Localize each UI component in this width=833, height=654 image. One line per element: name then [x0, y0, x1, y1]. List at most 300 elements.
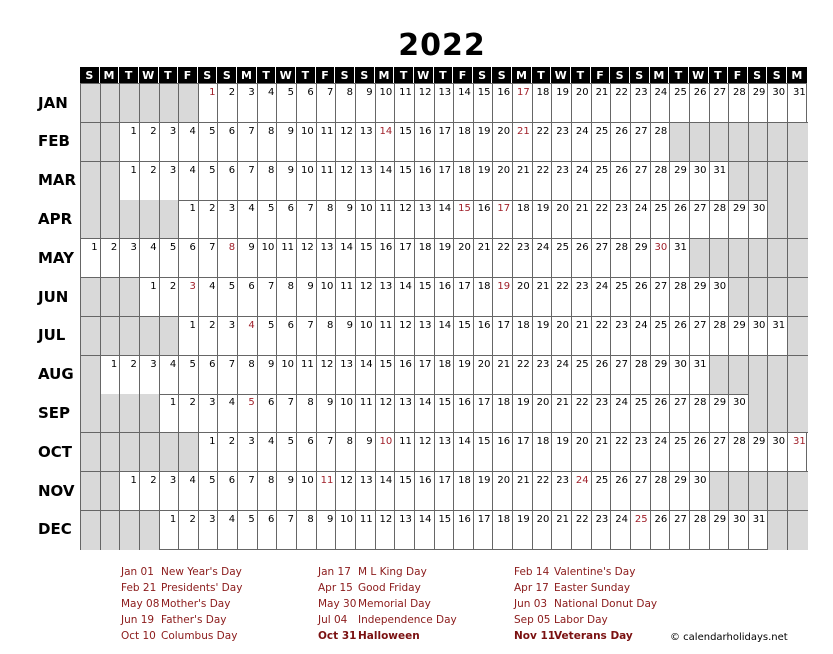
day-cell: 3 [238, 433, 258, 472]
day-cell: 10 [336, 511, 356, 550]
day-cell: 15 [395, 162, 415, 201]
empty-cell [768, 123, 788, 162]
month-row [81, 472, 808, 511]
day-cell: 20 [572, 433, 592, 472]
day-cell: 3 [218, 200, 238, 239]
day-cell: 10 [258, 239, 278, 278]
day-cell: 17 [493, 317, 513, 356]
day-cell: 7 [258, 278, 278, 317]
month-label: DEC [38, 520, 72, 539]
day-cell: 26 [592, 356, 612, 395]
day-cell: 15 [356, 239, 376, 278]
weekday-header-cell: T [434, 67, 454, 83]
day-cell: 27 [710, 433, 730, 472]
day-cell: 11 [317, 162, 337, 201]
day-cell: 23 [533, 356, 553, 395]
day-cell: 1 [140, 278, 160, 317]
day-cell: 5 [199, 472, 219, 511]
holiday-date: Nov 11 [514, 630, 556, 642]
day-cell: 4 [160, 356, 180, 395]
day-cell: 6 [277, 317, 297, 356]
day-cell: 21 [572, 317, 592, 356]
day-cell: 6 [218, 472, 238, 511]
day-cell: 8 [238, 356, 258, 395]
day-cell: 20 [493, 123, 513, 162]
day-cell: 30 [768, 84, 788, 123]
day-cell: 2 [140, 162, 160, 201]
day-cell: 26 [611, 472, 631, 511]
day-cell: 18 [454, 472, 474, 511]
holiday-name: Good Friday [358, 582, 421, 594]
day-cell: 1 [179, 200, 199, 239]
day-cell: 28 [710, 317, 730, 356]
day-cell: 12 [297, 239, 317, 278]
day-cell: 15 [376, 356, 396, 395]
day-cell: 27 [611, 356, 631, 395]
day-cell: 2 [140, 123, 160, 162]
day-cell: 30 [729, 394, 749, 433]
day-cell: 16 [435, 278, 455, 317]
day-cell: 3 [160, 123, 180, 162]
day-cell: 17 [395, 239, 415, 278]
day-cell: 7 [238, 162, 258, 201]
day-cell: 24 [611, 394, 631, 433]
month-label: NOV [38, 481, 75, 500]
day-cell: 16 [493, 433, 513, 472]
day-cell: 25 [651, 200, 671, 239]
holiday-date: Feb 21 [121, 582, 157, 594]
day-cell: 4 [258, 433, 278, 472]
day-cell: 6 [218, 162, 238, 201]
empty-cell [120, 433, 140, 472]
day-cell: 3 [140, 356, 160, 395]
holiday-item [318, 582, 457, 598]
empty-cell [729, 278, 749, 317]
day-cell: 9 [356, 433, 376, 472]
day-cell: 22 [592, 200, 612, 239]
day-cell: 2 [199, 317, 219, 356]
weekday-header-cell: T [394, 67, 414, 83]
day-cell: 27 [690, 317, 710, 356]
day-cell: 28 [710, 200, 730, 239]
holiday-name: Veterans Day [554, 630, 633, 642]
weekday-header-cell: F [591, 67, 611, 83]
holiday-date: Jan 01 [121, 566, 154, 578]
day-cell: 22 [611, 433, 631, 472]
empty-cell [710, 239, 730, 278]
day-cell: 4 [218, 511, 238, 550]
day-cell: 12 [376, 511, 396, 550]
day-cell: 25 [592, 162, 612, 201]
day-cell: 25 [552, 239, 572, 278]
day-cell: 14 [435, 200, 455, 239]
month-row [81, 394, 808, 433]
day-cell: 10 [277, 356, 297, 395]
day-cell: 13 [395, 511, 415, 550]
day-cell: 25 [611, 278, 631, 317]
day-cell: 17 [474, 511, 494, 550]
weekday-header-cell: S [492, 67, 512, 83]
holiday-item [514, 566, 657, 582]
day-cell: 7 [277, 394, 297, 433]
day-cell: 28 [651, 472, 671, 511]
day-cell: 16 [415, 162, 435, 201]
day-cell: 7 [297, 317, 317, 356]
weekday-header-cell: M [100, 67, 120, 83]
day-cell: 8 [258, 162, 278, 201]
day-cell: 14 [376, 472, 396, 511]
day-cell: 17 [435, 123, 455, 162]
day-cell: 20 [474, 356, 494, 395]
day-cell: 13 [317, 239, 337, 278]
holiday-item [514, 582, 657, 598]
day-cell: 13 [376, 278, 396, 317]
day-cell: 5 [160, 239, 180, 278]
empty-cell [140, 317, 160, 356]
day-cell: 15 [474, 84, 494, 123]
day-cell: 28 [651, 162, 671, 201]
day-cell: 19 [454, 356, 474, 395]
month-label: MAY [38, 248, 74, 267]
day-cell: 25 [592, 123, 612, 162]
empty-cell [768, 511, 788, 550]
weekday-header-row [80, 67, 807, 83]
day-cell: 22 [592, 317, 612, 356]
day-cell: 1 [101, 356, 121, 395]
day-cell: 3 [218, 317, 238, 356]
empty-cell [788, 394, 808, 433]
holiday-name: Valentine's Day [554, 566, 636, 578]
day-cell: 17 [513, 84, 533, 123]
day-cell: 4 [218, 394, 238, 433]
day-cell: 24 [572, 162, 592, 201]
day-cell: 6 [258, 394, 278, 433]
day-cell: 28 [631, 356, 651, 395]
day-cell: 11 [376, 200, 396, 239]
day-cell: 10 [336, 394, 356, 433]
month-label: JUN [38, 287, 69, 306]
empty-cell [120, 317, 140, 356]
day-cell: 25 [631, 511, 651, 550]
day-cell: 2 [218, 433, 238, 472]
day-cell: 12 [336, 162, 356, 201]
day-cell: 6 [238, 278, 258, 317]
day-cell: 12 [356, 278, 376, 317]
day-cell: 9 [277, 472, 297, 511]
day-cell: 29 [710, 511, 730, 550]
day-cell: 16 [454, 394, 474, 433]
empty-cell [768, 239, 788, 278]
day-cell: 1 [179, 317, 199, 356]
day-cell: 7 [199, 239, 219, 278]
day-cell: 24 [651, 84, 671, 123]
day-cell: 10 [297, 162, 317, 201]
day-cell: 23 [552, 123, 572, 162]
day-cell: 10 [356, 200, 376, 239]
month-row [81, 511, 808, 550]
day-cell: 20 [552, 317, 572, 356]
empty-cell [101, 511, 121, 550]
day-cell: 20 [513, 278, 533, 317]
day-cell: 20 [454, 239, 474, 278]
day-cell: 5 [199, 162, 219, 201]
empty-cell [788, 162, 808, 201]
month-label: MAR [38, 171, 77, 190]
day-cell: 3 [179, 278, 199, 317]
day-cell: 6 [277, 200, 297, 239]
day-cell: 16 [395, 356, 415, 395]
day-cell: 12 [415, 84, 435, 123]
day-cell: 5 [277, 84, 297, 123]
day-cell: 14 [415, 394, 435, 433]
holiday-name: Father's Day [161, 614, 227, 626]
day-cell: 15 [415, 278, 435, 317]
day-cell: 2 [218, 84, 238, 123]
holiday-item [318, 630, 457, 646]
day-cell: 19 [474, 162, 494, 201]
month-label: OCT [38, 442, 72, 461]
month-row [81, 356, 808, 395]
day-cell: 8 [218, 239, 238, 278]
day-cell: 26 [631, 278, 651, 317]
day-cell: 17 [513, 433, 533, 472]
day-cell: 5 [258, 317, 278, 356]
empty-cell [788, 511, 808, 550]
calendar-year-title: 2022 [398, 28, 486, 63]
day-cell: 11 [336, 278, 356, 317]
day-cell: 13 [415, 317, 435, 356]
day-cell: 31 [749, 511, 769, 550]
day-cell: 14 [356, 356, 376, 395]
empty-cell [101, 84, 121, 123]
day-cell: 2 [199, 200, 219, 239]
day-cell: 21 [592, 433, 612, 472]
weekday-header-cell: T [257, 67, 277, 83]
day-cell: 29 [670, 162, 690, 201]
day-cell: 6 [297, 433, 317, 472]
day-cell: 9 [277, 123, 297, 162]
day-cell: 25 [651, 317, 671, 356]
holiday-date: Jun 03 [514, 598, 548, 610]
empty-cell [788, 472, 808, 511]
day-cell: 4 [238, 317, 258, 356]
month-label: JAN [38, 93, 68, 112]
day-cell: 9 [238, 239, 258, 278]
day-cell: 15 [395, 123, 415, 162]
day-cell: 23 [592, 394, 612, 433]
day-cell: 28 [670, 278, 690, 317]
day-cell: 8 [258, 123, 278, 162]
day-cell: 6 [258, 511, 278, 550]
day-cell: 23 [631, 433, 651, 472]
day-cell: 31 [768, 317, 788, 356]
empty-cell [81, 200, 101, 239]
day-cell: 13 [435, 84, 455, 123]
day-cell: 8 [258, 472, 278, 511]
day-cell: 30 [749, 200, 769, 239]
holiday-name: National Donut Day [554, 598, 658, 610]
empty-cell [788, 123, 808, 162]
day-cell: 29 [749, 84, 769, 123]
day-cell: 9 [317, 394, 337, 433]
day-cell: 12 [336, 472, 356, 511]
day-cell: 31 [670, 239, 690, 278]
day-cell: 1 [160, 511, 180, 550]
day-cell: 12 [376, 394, 396, 433]
day-cell: 20 [493, 472, 513, 511]
weekday-header-cell: S [80, 67, 100, 83]
day-cell: 24 [651, 433, 671, 472]
empty-cell [729, 239, 749, 278]
day-cell: 21 [513, 162, 533, 201]
month-row [81, 317, 808, 356]
day-cell: 23 [611, 317, 631, 356]
empty-cell [140, 200, 160, 239]
day-cell: 24 [631, 317, 651, 356]
day-cell: 17 [435, 162, 455, 201]
day-cell: 20 [533, 511, 553, 550]
day-cell: 5 [238, 394, 258, 433]
day-cell: 15 [454, 200, 474, 239]
day-cell: 19 [533, 317, 553, 356]
day-cell: 2 [101, 239, 121, 278]
day-cell: 18 [513, 200, 533, 239]
day-cell: 27 [670, 511, 690, 550]
weekday-header-cell: S [217, 67, 237, 83]
day-cell: 7 [238, 472, 258, 511]
empty-cell [81, 472, 101, 511]
day-cell: 21 [513, 123, 533, 162]
day-cell: 22 [611, 84, 631, 123]
weekday-header-cell: T [296, 67, 316, 83]
weekday-header-cell: S [610, 67, 630, 83]
month-row [81, 433, 808, 472]
day-cell: 27 [670, 394, 690, 433]
day-cell: 29 [690, 278, 710, 317]
day-cell: 30 [670, 356, 690, 395]
day-cell: 29 [729, 200, 749, 239]
day-cell: 5 [179, 356, 199, 395]
day-cell: 6 [218, 123, 238, 162]
empty-cell [768, 394, 788, 433]
empty-cell [729, 472, 749, 511]
day-cell: 11 [395, 84, 415, 123]
day-cell: 27 [592, 239, 612, 278]
weekday-header-cell: T [571, 67, 591, 83]
day-cell: 16 [376, 239, 396, 278]
day-cell: 17 [474, 394, 494, 433]
empty-cell [81, 317, 101, 356]
day-cell: 30 [710, 278, 730, 317]
weekday-header-cell: T [119, 67, 139, 83]
month-row [81, 239, 808, 278]
empty-cell [179, 84, 199, 123]
day-cell: 9 [356, 84, 376, 123]
empty-cell [101, 162, 121, 201]
holiday-name: Independence Day [358, 614, 457, 626]
day-cell: 26 [670, 317, 690, 356]
day-cell: 7 [238, 123, 258, 162]
weekday-header-cell: S [473, 67, 493, 83]
empty-cell [101, 200, 121, 239]
day-cell: 21 [572, 200, 592, 239]
empty-cell [101, 433, 121, 472]
day-cell: 18 [454, 123, 474, 162]
weekday-header-cell: S [767, 67, 787, 83]
day-cell: 13 [336, 356, 356, 395]
empty-cell [729, 123, 749, 162]
day-cell: 2 [179, 394, 199, 433]
empty-cell [120, 84, 140, 123]
weekday-header-cell: M [791, 68, 803, 82]
day-cell: 17 [493, 200, 513, 239]
day-cell: 14 [376, 162, 396, 201]
day-cell: 22 [533, 472, 553, 511]
weekday-header-cell: S [335, 67, 355, 83]
day-cell: 7 [297, 200, 317, 239]
day-cell: 8 [336, 433, 356, 472]
day-cell: 13 [435, 433, 455, 472]
holiday-item [121, 630, 242, 646]
holiday-date: Jun 19 [121, 614, 155, 626]
day-cell: 22 [533, 162, 553, 201]
empty-cell [179, 433, 199, 472]
day-cell: 19 [552, 433, 572, 472]
day-cell: 26 [611, 162, 631, 201]
holiday-column [318, 566, 457, 646]
day-cell: 10 [297, 123, 317, 162]
day-cell: 6 [179, 239, 199, 278]
month-label: AUG [38, 365, 74, 384]
empty-cell [690, 239, 710, 278]
month-row [81, 278, 808, 317]
weekday-header-cell: T [159, 67, 179, 83]
day-cell: 25 [572, 356, 592, 395]
holiday-name: Mother's Day [161, 598, 231, 610]
day-cell: 11 [317, 123, 337, 162]
day-cell: 26 [572, 239, 592, 278]
empty-cell [788, 278, 808, 317]
day-cell: 26 [651, 511, 671, 550]
day-cell: 15 [395, 472, 415, 511]
day-cell: 5 [258, 200, 278, 239]
holiday-item [121, 614, 242, 630]
day-cell: 7 [277, 511, 297, 550]
day-cell: 10 [376, 433, 396, 472]
day-cell: 25 [592, 472, 612, 511]
empty-cell [788, 317, 808, 356]
empty-cell [160, 200, 180, 239]
day-cell: 16 [454, 511, 474, 550]
day-cell: 8 [336, 84, 356, 123]
day-cell: 18 [415, 239, 435, 278]
holiday-date: May 30 [318, 598, 357, 610]
day-cell: 24 [631, 200, 651, 239]
day-cell: 29 [729, 317, 749, 356]
day-cell: 1 [81, 239, 101, 278]
day-cell: 23 [513, 239, 533, 278]
day-cell: 2 [160, 278, 180, 317]
day-cell: 27 [631, 472, 651, 511]
day-cell: 31 [788, 433, 808, 472]
day-cell: 8 [297, 511, 317, 550]
day-cell: 14 [454, 84, 474, 123]
holiday-item [514, 630, 657, 646]
day-cell: 23 [552, 162, 572, 201]
day-cell: 3 [199, 511, 219, 550]
day-cell: 28 [611, 239, 631, 278]
day-cell: 30 [651, 239, 671, 278]
